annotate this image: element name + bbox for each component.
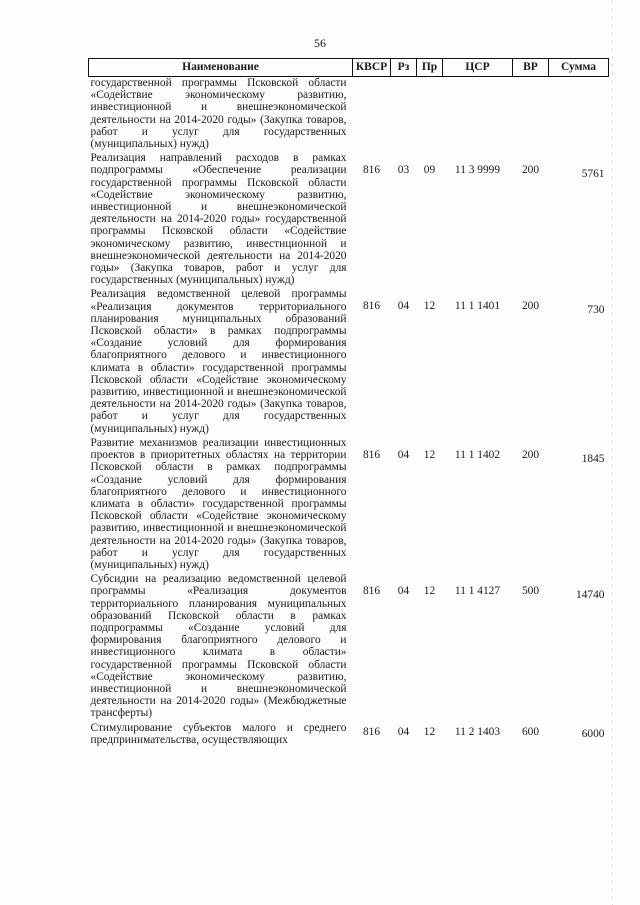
row-name: Реализация направлений расходов в рамках подпрограммы «Обеспечение реализации государственной программы Псковской области «Содействие экономическому развитию, инвестиционной и внешнеэкономической деятельности на 2014-2020 годы» государственной программы Псковской области «Содействие экономическому развитию, инвестиционной и внешнеэкономической деятельности на 2014-2020 годы» (Закупка товаров, работ и услуг для государственных (муниципальных) нужд) — [90, 152, 347, 287]
row-rz: 04 — [397, 300, 410, 313]
row-kvsr: 816 — [362, 300, 381, 313]
row-csr: 11 2 1403 — [454, 725, 501, 738]
table-row — [89, 77, 609, 153]
row-rz: 04 — [397, 448, 410, 461]
row-pr: 12 — [423, 448, 436, 461]
row-rz — [391, 77, 417, 153]
row-pr — [417, 77, 443, 153]
row-vr: 200 — [521, 300, 540, 313]
row-csr: 11 1 1402 — [454, 448, 501, 461]
header-csr: ЦСР — [443, 59, 513, 77]
row-pr: 12 — [423, 725, 436, 738]
scan-edge-line — [612, 0, 613, 905]
row-sum: 730 — [587, 304, 605, 317]
table-row — [89, 152, 609, 288]
row-rz: 04 — [397, 585, 410, 598]
row-sum: 14740 — [576, 589, 605, 602]
row-vr: 500 — [521, 585, 540, 598]
header-rz: Рз — [391, 59, 417, 77]
row-rz: 03 — [397, 164, 410, 177]
row-csr: 11 1 1401 — [454, 300, 501, 313]
header-pr: Пр — [417, 59, 443, 77]
header-sum: Сумма — [549, 59, 609, 77]
header-kvsr: КВСР — [353, 59, 391, 77]
table-body — [89, 77, 609, 746]
row-kvsr — [353, 77, 391, 153]
row-csr — [443, 77, 513, 153]
row-kvsr: 816 — [362, 725, 381, 738]
row-vr: 600 — [521, 725, 540, 738]
row-sum: 6000 — [581, 727, 605, 740]
row-pr: 09 — [423, 164, 436, 177]
row-name: Развитие механизмов реализации инвестиционных проектов в приоритетных областях на территории Псковской области в рамках подпрограммы «Создание условий для формирования благоприятного делового и инвестиционного климата в области» государственной программы Псковской области «Содействие экономическому развитию, инвестиционной и внешнеэкономической деятельности на 2014-2020 годы» (Закупка товаров, работ и услуг для государственных (муниципальных) нужд) — [90, 436, 347, 571]
row-pr: 12 — [423, 300, 436, 313]
row-name: Стимулирование субъектов малого и среднего предпринимательства, осуществляющих — [90, 721, 347, 746]
row-pr: 12 — [423, 585, 436, 598]
row-rz: 04 — [397, 725, 410, 738]
row-kvsr: 816 — [362, 448, 381, 461]
row-name: государственной программы Псковской области «Содействие экономическому развитию, инвестиционной и внешнеэкономической деятельности на 2014-2020 годы» (Закупка товаров, работ и услуг для государственных (муниципальных) нужд) — [90, 77, 347, 151]
row-sum: 1845 — [581, 452, 605, 465]
table-row — [89, 288, 609, 436]
table-header-row — [89, 59, 609, 77]
budget-table — [88, 58, 609, 746]
row-vr: 200 — [521, 448, 540, 461]
row-csr: 11 3 9999 — [454, 164, 501, 177]
table-row — [89, 573, 609, 721]
row-kvsr: 816 — [362, 585, 381, 598]
row-sum — [549, 77, 609, 153]
row-vr — [513, 77, 549, 153]
row-csr: 11 1 4127 — [454, 585, 501, 598]
table-row — [89, 722, 609, 746]
row-sum: 5761 — [581, 168, 605, 181]
budget-table-container — [88, 58, 608, 746]
table-row — [89, 437, 609, 573]
header-vr: ВР — [513, 59, 549, 77]
page-number: 56 — [314, 36, 326, 50]
row-kvsr: 816 — [362, 164, 381, 177]
row-vr: 200 — [521, 164, 540, 177]
row-name: Реализация ведомственной целевой программы «Реализация документов территориального планирования муниципальных образований Псковской области» в рамках подпрограммы «Создание условий для формирования благоприятного делового и инвестиционного климата в области» государственной программы Псковской области «Содействие экономическому развитию, инвестиционной и внешнеэкономической деятельности на 2014-2020 годы» (Закупка товаров, работ и услуг для государственных (муниципальных) нужд) — [90, 288, 347, 435]
header-name: Наименование — [89, 59, 353, 77]
row-name: Субсидии на реализацию ведомственной целевой программы «Реализация документов территориального планирования муниципальных образований Псковской области в рамках подпрограммы «Создание условий для формирования благоприятного делового и инвестиционного климата в области» государственной программы Псковской области «Содействие экономическому развитию, инвестиционной и внешнеэкономической деятельности на 2014-2020 годы» (Межбюджетные трансферты) — [90, 573, 347, 720]
